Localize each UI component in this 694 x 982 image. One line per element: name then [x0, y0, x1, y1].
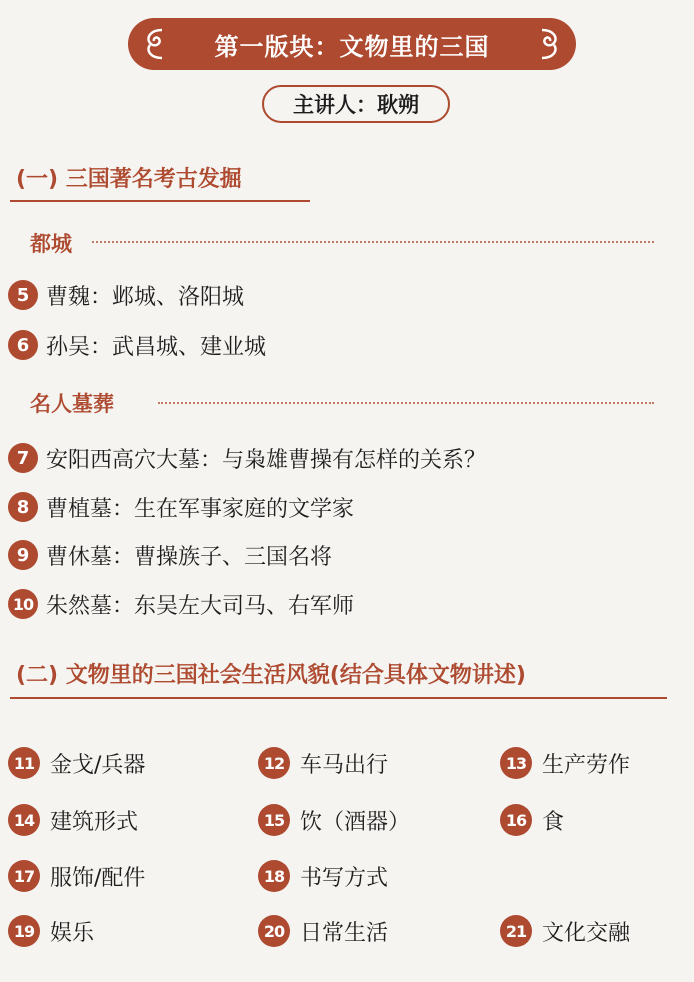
presenter-badge: 主讲人：耿朔 [262, 85, 450, 123]
number-badge: 8 [8, 492, 38, 522]
section-banner [128, 18, 576, 70]
page-title: 第一版块：文物里的三国 [214, 32, 490, 61]
item-text: 食 [542, 809, 565, 835]
item-text: 日常生活 [300, 920, 389, 946]
item-text: 曹植墓：生在军事家庭的文学家 [46, 496, 355, 522]
number-badge: 15 [258, 804, 290, 836]
section-title: (二) 文物里的三国社会生活风貌(结合具体文物讲述) [16, 663, 526, 688]
grid-item [8, 913, 94, 949]
dotted-divider [158, 402, 654, 404]
number-badge: 6 [8, 330, 38, 360]
item-text: 朱然墓：东吴左大司马、右军师 [46, 593, 355, 619]
grid-item [8, 858, 145, 894]
list-item [8, 278, 244, 312]
item-text: 书写方式 [300, 865, 389, 891]
number-badge: 12 [258, 747, 290, 779]
list-item [8, 490, 354, 524]
number-badge: 13 [500, 747, 532, 779]
dotted-divider [92, 241, 654, 243]
grid-item [258, 858, 388, 894]
item-text: 生产劳作 [542, 752, 631, 778]
item-text: 车马出行 [300, 752, 389, 778]
item-text: 文化交融 [542, 920, 631, 946]
number-badge: 16 [500, 804, 532, 836]
item-text: 曹魏：邺城、洛阳城 [46, 284, 245, 310]
number-badge: 17 [8, 860, 40, 892]
list-item [8, 328, 266, 362]
section-divider [10, 200, 310, 202]
number-badge: 9 [8, 540, 38, 570]
item-text: 金戈/兵器 [50, 752, 146, 778]
grid-item [500, 913, 630, 949]
grid-item [258, 802, 410, 838]
number-badge: 10 [8, 589, 38, 619]
number-badge: 14 [8, 804, 40, 836]
grid-item [8, 802, 138, 838]
grid-item [500, 745, 630, 781]
item-text: 孙吴：武昌城、建业城 [46, 334, 267, 360]
group-heading: 都城 [30, 232, 72, 256]
number-badge: 19 [8, 915, 40, 947]
group-heading: 名人墓葬 [30, 392, 114, 416]
grid-item [258, 913, 388, 949]
number-badge: 21 [500, 915, 532, 947]
item-text: 饮（酒器） [300, 809, 411, 835]
grid-item [500, 802, 564, 838]
item-text: 服饰/配件 [50, 865, 146, 891]
item-text: 建筑形式 [50, 809, 139, 835]
item-text: 曹休墓：曹操族子、三国名将 [46, 544, 333, 570]
list-item [8, 587, 354, 621]
section-title: (一) 三国著名考古发掘 [16, 167, 242, 192]
number-badge: 18 [258, 860, 290, 892]
number-badge: 7 [8, 443, 38, 473]
list-item [8, 538, 332, 572]
swirl-ornament-icon [536, 26, 562, 62]
section-divider [10, 697, 667, 699]
swirl-ornament-icon [142, 26, 168, 62]
number-badge: 11 [8, 747, 40, 779]
item-text: 安阳西高穴大墓：与枭雄曹操有怎样的关系？ [46, 447, 487, 473]
list-item [8, 441, 486, 475]
number-badge: 5 [8, 280, 38, 310]
grid-item [8, 745, 145, 781]
grid-item [258, 745, 388, 781]
number-badge: 20 [258, 915, 290, 947]
item-text: 娱乐 [50, 920, 95, 946]
